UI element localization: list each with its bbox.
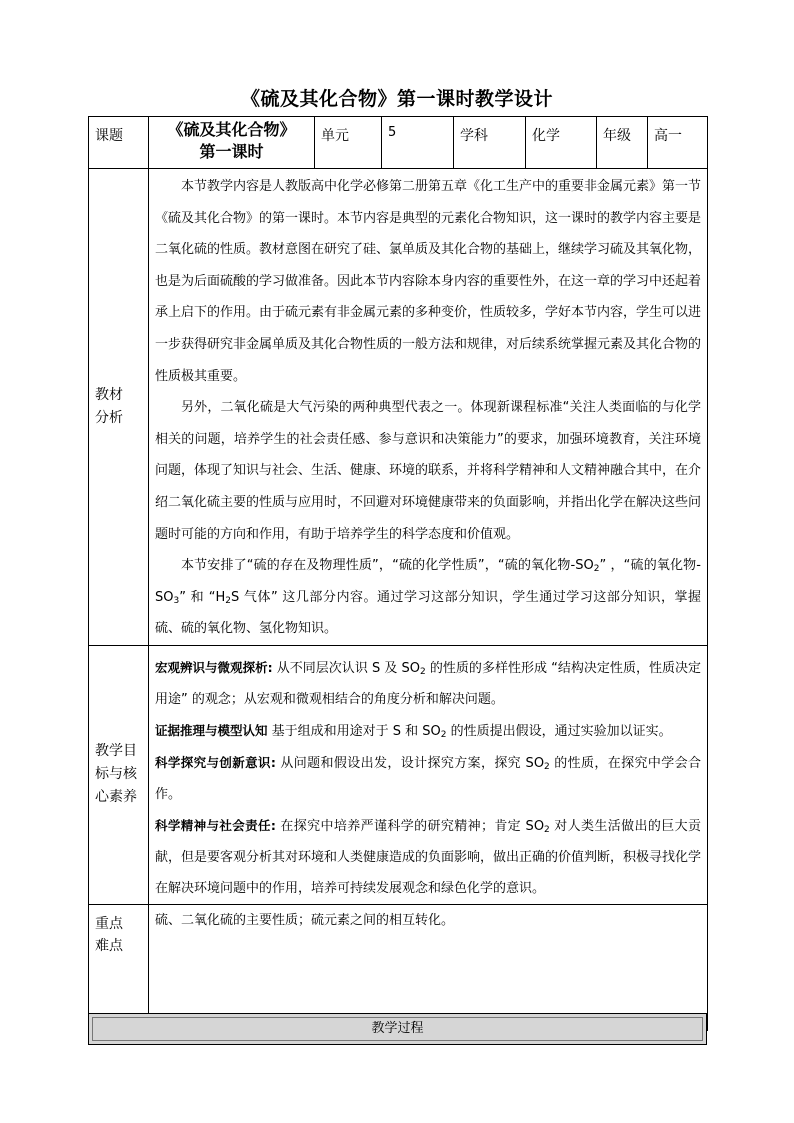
- unit-label: 单元: [315, 117, 382, 169]
- keypoints-label-line2: 难点: [95, 937, 123, 954]
- goals-label-line1: 教学目: [95, 743, 137, 760]
- analysis-label-line1: 教材: [95, 386, 123, 403]
- page-title: 《硫及其化合物》第一课时教学设计: [240, 88, 553, 110]
- analysis-paragraph-1: 本节教学内容是人教版高中化学必修第二册第五章《化工生产中的重要非金属元素》第一节《硫及其化合物》的第一课时。本节内容是典型的元素化合物知识，这一课时的教学内容主要是二氧化硫的性质。教材意图在研究了硅、氯单质及其化合物的基础上，继续学习硫及其氧化物，也是为后面硫酸的学习做准备。因此本节内容除本身内容的重要性外，在这一章的学习中还起着承上启下的作用。由于硫元素有非金属元素的多种变价，性质较多，学好本节内容，学生可以进一步获得研究非金属单质及其化合物性质的一般方法和规律，对后续系统掌握元素及其化合物的性质极其重要。: [155, 179, 702, 384]
- analysis-label: [89, 169, 149, 646]
- topic-value-line1: 《硫及其化合物》: [167, 120, 296, 139]
- goal-evidence-model: 证据推理与模型认知 基于组成和用途对于 S 和 $SO_2$ 的性质提出假设，通过实验加以证实。: [155, 722, 672, 740]
- keypoints-row: [89, 904, 708, 1030]
- topic-label: 课题: [89, 117, 149, 169]
- teaching-process-header: [88, 1013, 707, 1045]
- goal-macro-micro: 宏观辨识与微观探析: 从不同层次认识 S 及 $SO_2$ 的性质的多样性形成 “结构决定性质，性质决定用途” 的观念；从宏观和微观相结合的角度分析和解决问题。: [155, 659, 701, 707]
- goals-label-line2: 标与核: [95, 766, 137, 783]
- goals-label: [89, 645, 149, 904]
- keypoints-label: [89, 904, 149, 1030]
- subject-value: 化学: [526, 117, 597, 169]
- goal-spirit-responsibility: 科学精神与社会责任: 在探究中培养严谨科学的研究精神；肯定 $SO_2$ 对人类生活做出的巨大贡献，但是要客观分析其对环境和人类健康造成的负面影响，做出正确的价值判断，积极寻找化学在解决环境问题中的作用，培养可持续发展观念和绿色化学的意识。: [155, 817, 702, 896]
- goal-inquiry-innovation: 科学探究与创新意识: 从问题和假设出发，设计探究方案，探究 $SO_2$ 的性质，在探究中学会合作。: [155, 754, 702, 802]
- analysis-content: [149, 169, 708, 646]
- lesson-plan-table: [88, 116, 708, 1031]
- analysis-row: [89, 169, 708, 646]
- topic-value: [149, 117, 315, 169]
- header-row: [89, 117, 708, 169]
- subject-label: 学科: [454, 117, 526, 169]
- keypoints-content: 硫、二氧化硫的主要性质；硫元素之间的相互转化。: [149, 904, 708, 1030]
- topic-value-line2: 第一课时: [199, 142, 264, 161]
- analysis-paragraph-3: 本节安排了“硫的存在及物理性质”，“硫的化学性质”，“硫的氧化物$-SO_2$” ，“硫的氧化物$-SO_3$” 和 “$H_2S$ 气体” 这几部分内容。通过学习这部分知识，学生通过学习这部分知识，掌握硫、硫的氧化物、氢化物知识。: [155, 558, 701, 637]
- goals-label-line3: 心素养: [95, 789, 137, 806]
- analysis-label-line2: 分析: [95, 409, 123, 426]
- grade-value: 高一: [648, 117, 708, 169]
- teaching-process-label: 教学过程: [371, 1021, 424, 1036]
- goals-row: [89, 645, 708, 904]
- goals-content: [149, 645, 708, 904]
- keypoints-label-line1: 重点: [95, 915, 123, 932]
- unit-value: 5: [382, 117, 454, 169]
- analysis-paragraph-2: 另外，二氧化硫是大气污染的两种典型代表之一。体现新课程标准“关注人类面临的与化学相关的问题，培养学生的社会责任感、参与意识和决策能力”的要求，加强环境教育，关注环境问题，体现了知识与社会、生活、健康、环境的联系，并将科学精神和人文精神融合其中，在介绍二氧化硫主要的性质与应用时，不回避对环境健康带来的负面影响，并指出化学在解决这些问题时可能的方向和作用，有助于培养学生的科学态度和价值观。: [155, 400, 702, 542]
- grade-label: 年级: [597, 117, 648, 169]
